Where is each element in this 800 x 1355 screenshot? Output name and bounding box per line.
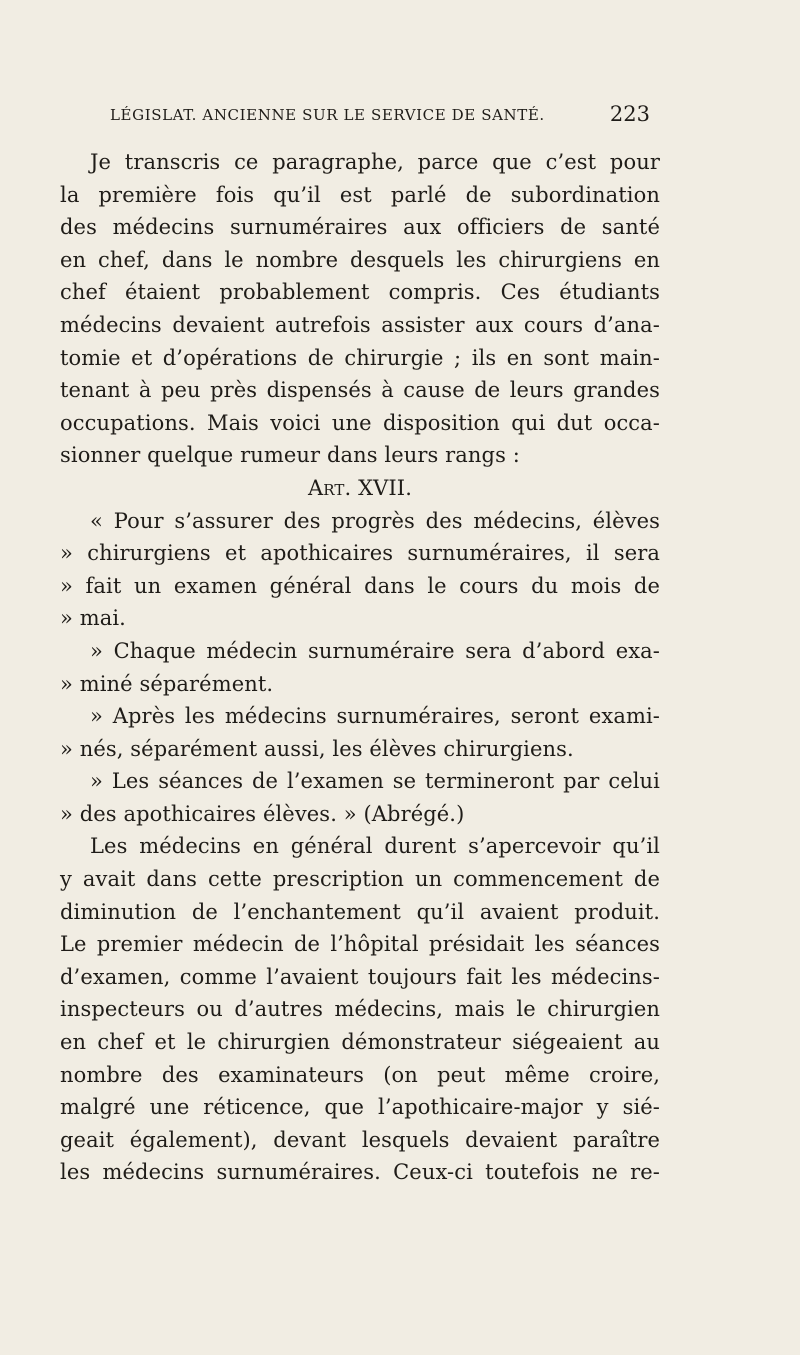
text-line: Les médecins en général durent s’apercevoir qu’il bbox=[90, 834, 660, 859]
text-line: tomie et d’opérations de chirurgie ; ils en sont main- bbox=[60, 345, 660, 370]
text-line: des médecins surnuméraires aux officiers de santé bbox=[60, 215, 660, 240]
quote-line: « Pour s’assurer des progrès des médecins, élèves bbox=[90, 508, 660, 533]
quote-line: » miné séparément. bbox=[60, 671, 274, 696]
text-line: médecins devaient autrefois assister aux cours d’ana- bbox=[60, 312, 660, 337]
quote-line: » Les séances de l’examen se termineront par celui bbox=[90, 769, 660, 794]
text-line: tenant à peu près dispensés à cause de leurs grandes bbox=[60, 378, 660, 403]
text-line: inspecteurs ou d’autres médecins, mais le chirurgien bbox=[60, 997, 660, 1022]
text-line: la première fois qu’il est parlé de subordination bbox=[60, 182, 660, 207]
text-line: en chef et le chirurgien démonstrateur siégeaient au bbox=[60, 1030, 660, 1055]
text-line: y avait dans cette prescription un commencement de bbox=[60, 867, 660, 892]
text-line: geait également), devant lesquels devaient paraître bbox=[60, 1127, 660, 1152]
text-line: nombre des examinateurs (on peut même croire, bbox=[60, 1062, 660, 1087]
page-header bbox=[110, 102, 650, 130]
body-text bbox=[60, 146, 660, 1189]
quote-line: » chirurgiens et apothicaires surnuméraires, il sera bbox=[60, 541, 660, 566]
text-line: occupations. Mais voici une disposition qui dut occa- bbox=[60, 410, 660, 435]
text-line: d’examen, comme l’avaient toujours fait les médecins- bbox=[60, 964, 660, 989]
quote-line: » fait un examen général dans le cours du mois de bbox=[60, 573, 660, 598]
text-line: en chef, dans le nombre desquels les chirurgiens en bbox=[60, 247, 660, 272]
quote-line: » nés, séparément aussi, les élèves chirurgiens. bbox=[60, 736, 574, 761]
article-heading: Art. XVII. bbox=[308, 475, 412, 500]
text-line: malgré une réticence, que l’apothicaire-major y sié- bbox=[60, 1095, 660, 1120]
text-line: les médecins surnuméraires. Ceux-ci toutefois ne re- bbox=[60, 1160, 660, 1185]
text-line: diminution de l’enchantement qu’il avaient produit. bbox=[60, 899, 660, 924]
quote-line: » mai. bbox=[60, 606, 126, 631]
quote-line: » des apothicaires élèves. » (Abrégé.) bbox=[60, 801, 465, 826]
text-line: chef étaient probablement compris. Ces étudiants bbox=[60, 280, 660, 305]
running-title: LÉGISLAT. ANCIENNE SUR LE SERVICE DE SANTÉ. bbox=[110, 106, 545, 124]
text-line: sionner quelque rumeur dans leurs rangs : bbox=[60, 443, 520, 468]
quote-line: » Après les médecins surnuméraires, seront exami- bbox=[90, 704, 660, 729]
text-line: Le premier médecin de l’hôpital présidait les séances bbox=[60, 932, 660, 957]
text-line: Je transcris ce paragraphe, parce que c’est pour bbox=[90, 150, 660, 174]
quote-line: » Chaque médecin surnuméraire sera d’abord exa- bbox=[90, 638, 660, 663]
page-number: 223 bbox=[609, 102, 650, 126]
